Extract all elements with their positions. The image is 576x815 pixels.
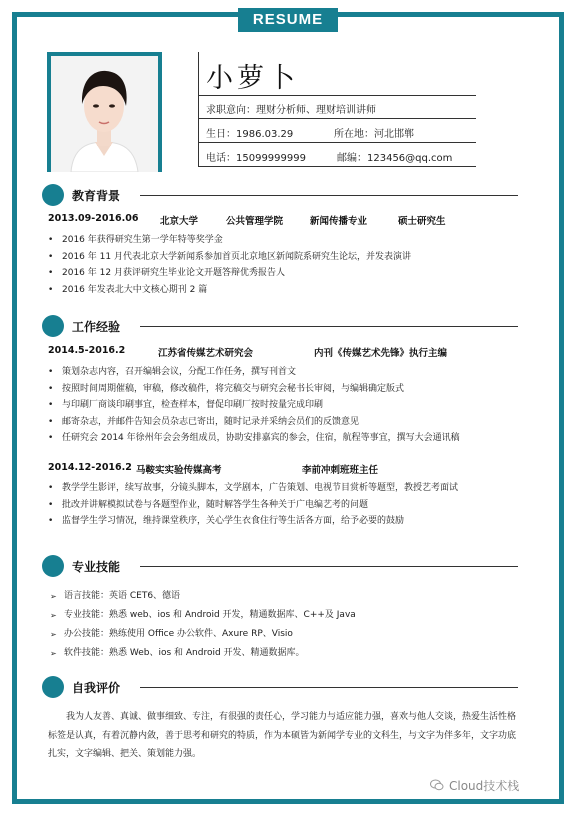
list-item: • 2016 年 11 月代表北京大学新闻系参加首页北京地区新闻院系研究生论坛，并发表演讲 <box>48 249 528 266</box>
edu-department: 新闻传播专业 <box>310 216 368 227</box>
phone <box>206 149 306 164</box>
section-rule <box>140 195 518 196</box>
section-dot-icon <box>42 315 64 337</box>
section-education-header <box>42 184 522 206</box>
candidate-name: 小萝卜 <box>206 63 299 94</box>
header-rule <box>198 166 476 167</box>
job-intent <box>206 101 376 116</box>
section-title: 工作经验 <box>72 320 121 334</box>
job-period: 2014.12-2016.2 <box>48 462 132 473</box>
section-dot-icon <box>42 184 64 206</box>
email <box>337 149 452 164</box>
section-work-header <box>42 315 522 337</box>
list-item: ➢ 软件技能：熟悉 Web、ios 和 Android 开发、精通数据库。 <box>50 644 530 663</box>
list-item: • 与印刷厂商谈印刷事宜，检查样本，督促印刷厂按时按量完成印刷 <box>48 397 528 414</box>
header-rule <box>198 118 476 119</box>
location-label: 所在地： <box>334 129 374 140</box>
phone-label: 电话： <box>206 153 236 164</box>
list-item: ➢ 办公技能：熟练使用 Office 办公软件、Axure RP、Visio <box>50 625 530 644</box>
list-item: • 任研究会 2014 年徐州年会会务组成员，协助安排嘉宾的参会，住宿，航程等事宜，撰写大会通讯稿 <box>48 430 528 447</box>
section-dot-icon <box>42 676 64 698</box>
job-duties-list <box>48 480 528 530</box>
section-title: 教育背景 <box>72 189 121 203</box>
list-item: • 监督学生学习情况，维持课堂秩序，关心学生衣食住行等生活各方面，给予必要的鼓励 <box>48 513 528 530</box>
section-title: 专业技能 <box>72 560 121 574</box>
location <box>334 125 414 140</box>
list-item: • 批改并讲解模拟试卷与各题型作业，随时解答学生各种关于广电编艺考的问题 <box>48 497 528 514</box>
profile-photo-frame <box>47 52 162 172</box>
job-role: 内刊《传媒艺术先锋》执行主编 <box>314 348 448 359</box>
job-org: 江苏省传媒艺术研究会 <box>158 348 254 359</box>
section-rule <box>140 566 518 567</box>
list-item: ➢ 语言技能：英语 CET6、德语 <box>50 587 530 606</box>
edu-degree: 硕士研究生 <box>398 216 446 227</box>
list-item: • 策划杂志内容，召开编辑会议，分配工作任务，撰写刊首文 <box>48 364 528 381</box>
job-org: 马鞍实实验传媒高考 <box>136 465 222 476</box>
self-eval-text: 我为人友善、真诚、做事细致、专注，有很强的责任心，学习能力与适应能力强，喜欢与他人交谈，热爱生活性格标签是认真，有着沉静内敛，善于思考和研究的特质，作为本硕皆为新闻学专业的文科生，与文字为伴多年，文字功底扎实，文字编辑、把关、策划能力强。 <box>48 712 517 759</box>
watermark: Cloud技术栈 <box>449 779 520 793</box>
list-item: ➢ 专业技能：熟悉 web、ios 和 Android 开发，精通数据库、C++及 Java <box>50 606 530 625</box>
email-label: 邮编： <box>337 153 367 164</box>
profile-photo <box>51 56 158 172</box>
list-item: • 教学学生影评，续写故事，分镜头脚本，文学剧本，广告策划、电视节目赏析等题型，教授艺考面试 <box>48 480 528 497</box>
section-title: 自我评价 <box>72 681 121 695</box>
section-self-eval-header <box>42 676 522 698</box>
header-rule <box>198 95 476 96</box>
list-item: • 2016 年获得研究生第一学年特等奖学金 <box>48 232 528 249</box>
birthday-value: 1986.03.29 <box>236 129 294 140</box>
header-divider-vertical <box>198 52 199 167</box>
resume-banner: RESUME <box>238 8 338 32</box>
birthday <box>206 125 293 140</box>
location-value: 河北邯郸 <box>374 129 414 140</box>
section-skills-header <box>42 555 522 577</box>
list-item: • 邮寄杂志，并邮件告知会员杂志已寄出，随时记录并采纳会员们的反馈意见 <box>48 414 528 431</box>
wechat-icon <box>430 778 444 792</box>
job-duties-list <box>48 364 528 447</box>
job-role: 李前冲刺班班主任 <box>302 465 379 476</box>
job-intent-label: 求职意向： <box>206 105 256 116</box>
job-period: 2014.5-2016.2 <box>48 345 126 356</box>
list-item: • 2016 年发表北大中文核心期刊 2 篇 <box>48 282 528 299</box>
edu-college: 公共管理学院 <box>226 216 284 227</box>
section-rule <box>140 326 518 327</box>
header-rule <box>198 142 476 143</box>
edu-school: 北京大学 <box>160 216 199 227</box>
email-value: 123456@qq.com <box>367 153 453 164</box>
section-dot-icon <box>42 555 64 577</box>
section-rule <box>140 687 518 688</box>
phone-value: 15099999999 <box>236 153 306 164</box>
edu-period: 2013.09-2016.06 <box>48 213 139 224</box>
list-item: • 2016 年 12 月获评研究生毕业论文开题答辩优秀报告人 <box>48 265 528 282</box>
birthday-label: 生日： <box>206 129 236 140</box>
list-item: • 按照时间周期催稿，审稿，修改稿件，将完稿交与研究会秘书长审阅，与编辑确定版式 <box>48 381 528 398</box>
job-intent-value: 理财分析师、理财培训讲师 <box>256 105 376 116</box>
skills-list <box>50 587 530 663</box>
education-list <box>48 232 528 298</box>
